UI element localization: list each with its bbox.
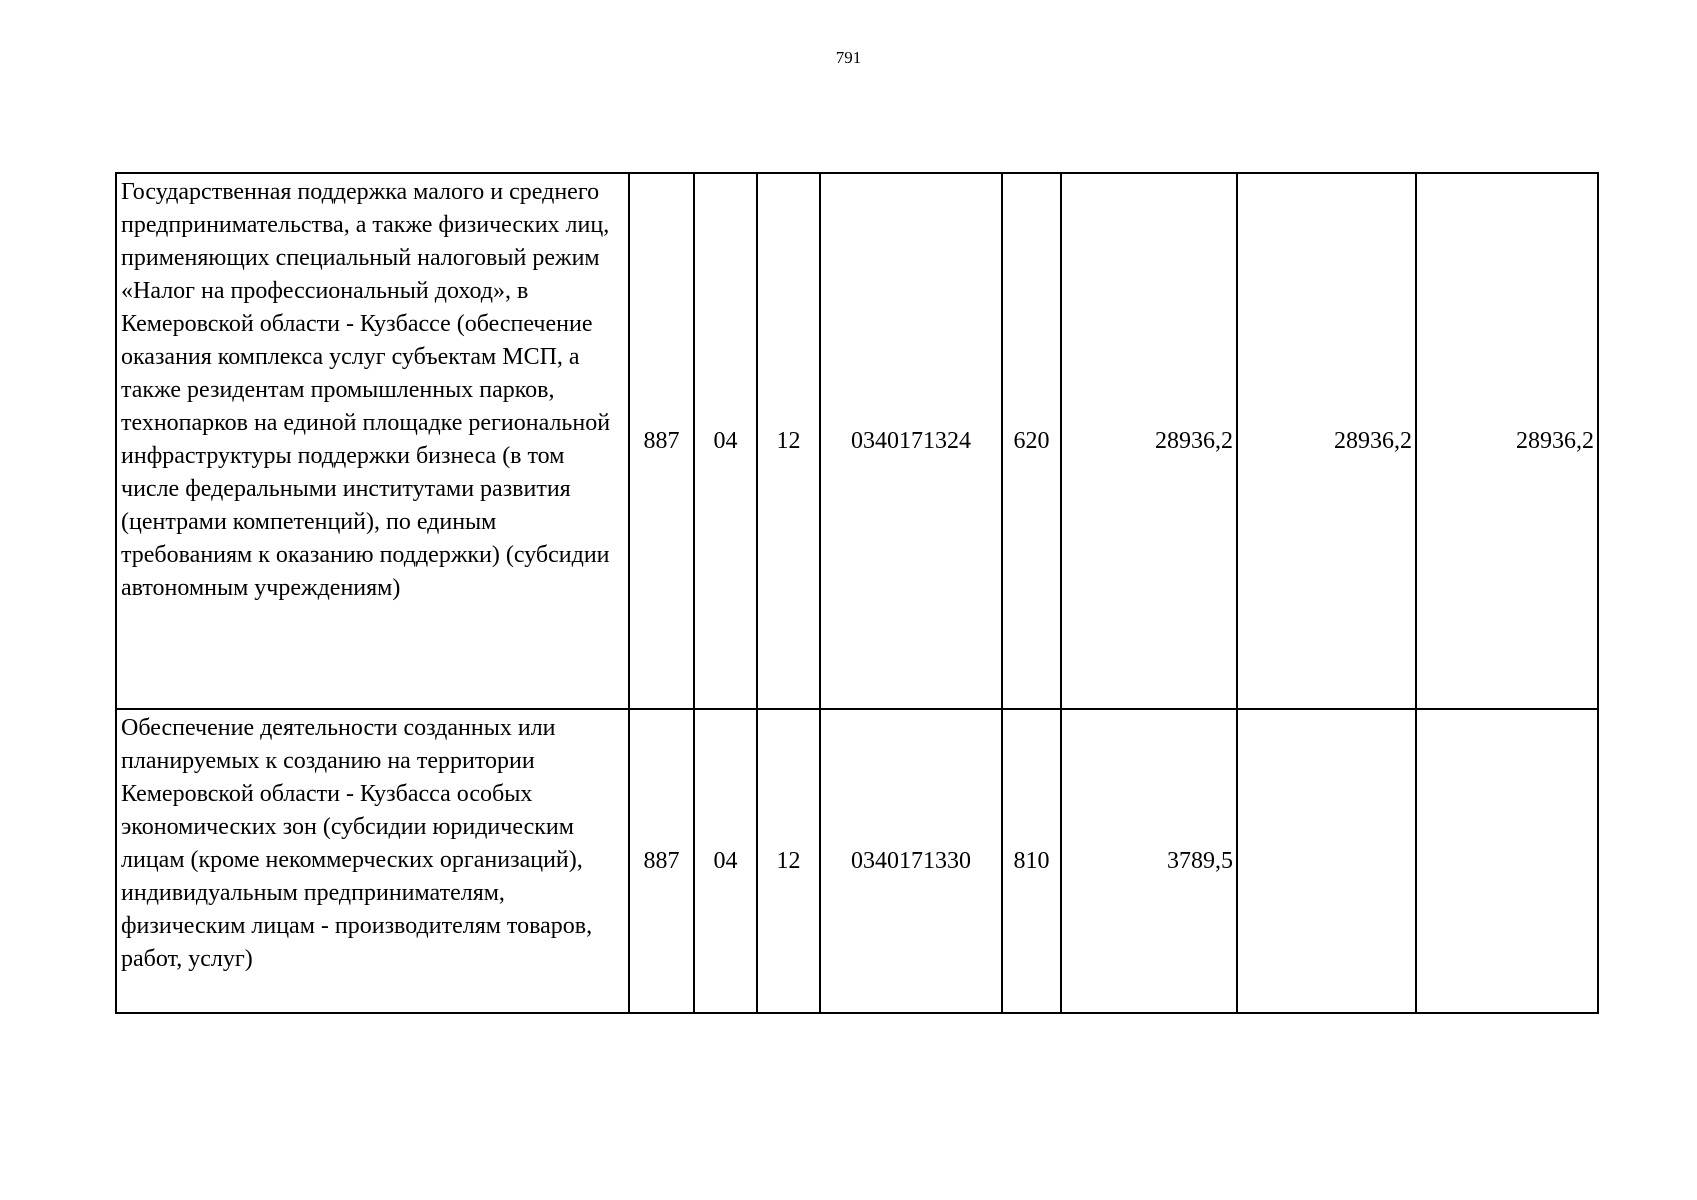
amount-year-2: 28936,2	[1237, 173, 1416, 709]
amount-year-3: 28936,2	[1416, 173, 1598, 709]
amount-year-1: 28936,2	[1061, 173, 1237, 709]
row-description: Обеспечение деятельности созданных или планируемых к созданию на территории Кемеровской области - Кузбасса особых экономических зон (субсидии юридическим лицам (кроме некоммерческих организаций), индивидуальным предпринимателям, физическим лицам - производителям товаров, работ, услуг)	[121, 715, 593, 972]
ministry-code: 887	[629, 173, 694, 709]
ministry-code: 887	[629, 709, 694, 1013]
section-code: 04	[694, 709, 757, 1013]
amount-year-3	[1416, 709, 1598, 1013]
row-description-cell	[116, 173, 629, 709]
row-description-cell	[116, 709, 629, 1013]
table-row	[116, 173, 1598, 709]
target-article-code: 0340171330	[820, 709, 1002, 1013]
budget-table	[115, 172, 1599, 1014]
subsection-code: 12	[757, 173, 820, 709]
amount-year-2	[1237, 709, 1416, 1013]
section-code: 04	[694, 173, 757, 709]
page-number: 791	[835, 48, 862, 67]
subsection-code: 12	[757, 709, 820, 1013]
amount-year-1: 3789,5	[1061, 709, 1237, 1013]
target-article-code: 0340171324	[820, 173, 1002, 709]
expense-type-code: 620	[1002, 173, 1061, 709]
expense-type-code: 810	[1002, 709, 1061, 1013]
row-description: Государственная поддержка малого и среднего предпринимательства, а также физических лиц, применяющих специальный налоговый режим «Налог на профессиональный доход», в Кемеровской области - Кузбассе (обеспечение оказания комплекса услуг субъектам МСП, а также резидентам промышленных парков, технопарков на единой площадке региональной инфраструктуры поддержки бизнеса (в том числе федеральными институтами развития (центрами компетенций), по единым требованиям к оказанию поддержки) (субсидии автономным учреждениям)	[121, 179, 611, 601]
table-row	[116, 709, 1598, 1013]
